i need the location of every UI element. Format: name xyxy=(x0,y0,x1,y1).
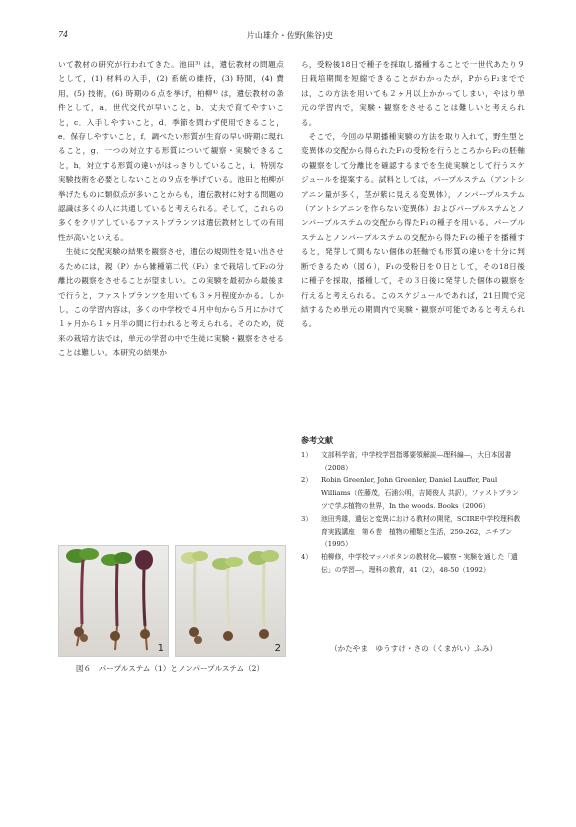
paragraph: ら，受粉後18日で種子を採取し播種することで一世代あたり９日栽培期間を短縮できることがわかったが，PからF₂まででは，この方法を用いても２ヶ月以上かかってしまい，やはり単元の学習内で，実験・観察をさせることは難しいと考えられる。 xyxy=(301,60,525,127)
reference-item xyxy=(301,513,525,551)
paragraph: いて教材の研究が行われてきた。池田³⁾ は，遺伝教材の問題点として，(1) 材料の入手，(2) 系統の維持，(3) 時間，(4) 費用，(5) 技術，(6) 時期の６点を挙げ，柏柳⁴⁾ は，遺伝教材の条件として，a．世代交代が早いこと，b．丈夫で育てやすいこと，c．入手しやすいこと，d．季節を問わず使用できること，e．保存しやすいこと，f．調べたい形質が生育の早い時期に現れること，g．一つの対立する形質について観察・実験できること，h．対立する形質の違いがはっきりしていること，i．特別な実験技術を必要としないことの９点を挙げている。池田と柏柳が挙げたものに類似点が多いことからも，遺伝教材に対する問題の認識は多くの人に共通していると考えられる。そして，これらの多くをクリアしているファストプランツは遺伝教材としての有用性が高いといえる。 xyxy=(58,60,285,242)
photo-purple-stem xyxy=(58,545,169,657)
reference-number: 2） xyxy=(301,476,313,485)
reference-text: 池田秀雄，遺伝と変異における教材の開発，SCIRE中学校理科教育実践講座 第６巻 植物の種類と生活，259-262，ニチブン（1995） xyxy=(321,514,521,549)
running-head: 片山雄介・佐野(熊谷)史 xyxy=(246,31,334,40)
reference-number: 4） xyxy=(301,553,313,562)
reference-item xyxy=(301,551,525,577)
author-name-reading: （かたやま ゆうすけ・さの（くまがい）ふみ） xyxy=(330,644,498,653)
references-heading: 参考文献 xyxy=(301,435,333,445)
reference-number: 3） xyxy=(301,514,313,523)
reference-item xyxy=(301,474,525,512)
photo-non-purple-stem xyxy=(175,545,286,657)
left-column xyxy=(58,58,284,361)
panel-label: 2 xyxy=(274,643,281,654)
figure-6 xyxy=(58,545,282,674)
figure-caption: 図６ パープルステム（1）とノンパープルステム（2） xyxy=(75,664,265,673)
reference-item xyxy=(301,449,525,475)
reference-text: 柏柳修，中学校マッバボタンの教材化―観察・実験を通した「遺伝」の学習―，理科の教育，41（2），48-50（1992） xyxy=(321,553,518,574)
paragraph: そこで，今回の早期播種実験の方法を取り入れて，野生型と変異体の交配から得られたF₁の受粉を行うところからF₂の胚軸の観察をして分離比を確認するまでを生徒実験として行うスケジュールを提案する。試料としては，パープルステム（アントシアニン量が多く，茎が紫に見える変異体），ノンパープルステム（アントシアニンを作らない変異体）およびパープルステムとノンパープルステムの交配から得たF₁の種子を用いる。パープルステムとノンパープルステムの交配から得たF₁の種子を播種すると，発芽して間もない個体の胚軸でも形質の違いを十分に判断できるため（図６），F₁の受粉日を０日として，その18日後に種子を採取，播種して，その３日後に発芽した個体の観察を行えると考えられる。このスケジュールであれば，21日間で完結するため単元の期間内で実験・観察が可能であると考えられる。 xyxy=(301,132,525,329)
right-column xyxy=(301,58,525,332)
paragraph: 生徒に交配実験の結果を観察させ，遺伝の規則性を見い出させるためには，親（P）から雑種第二代（F₂）まで栽培してF₂の分離比の観察をさせることが望ましい。この実験を最初から最後まで行うと，ファストプランツを用いても３ヶ月程度かかる。しかし，この学習内容は，多くの中学校で４月中旬から５月にかけて１ヶ月から１ヶ月半の間に行われると考えられる。そのため，従来の栽培方法では，単元の学習の中で生徒に実験・観察をさせることは難しい。本研究の結果か xyxy=(58,247,285,358)
reference-text: Robin Greenler, John Greenler, Daniel Lauffer, Paul Williams（佐藤茂，石浦公明，吉岡俊人 共訳），ファストプランツで学ぶ植物の世界，In the woods. Books（2006） xyxy=(321,476,519,510)
references xyxy=(301,434,525,577)
panel-label: 1 xyxy=(157,643,164,654)
page-number: 74 xyxy=(58,30,69,39)
reference-number: 1） xyxy=(301,450,313,459)
reference-text: 文部科学省，中学校学習指導要領解説―理科編―，大日本図書（2008） xyxy=(321,450,512,472)
